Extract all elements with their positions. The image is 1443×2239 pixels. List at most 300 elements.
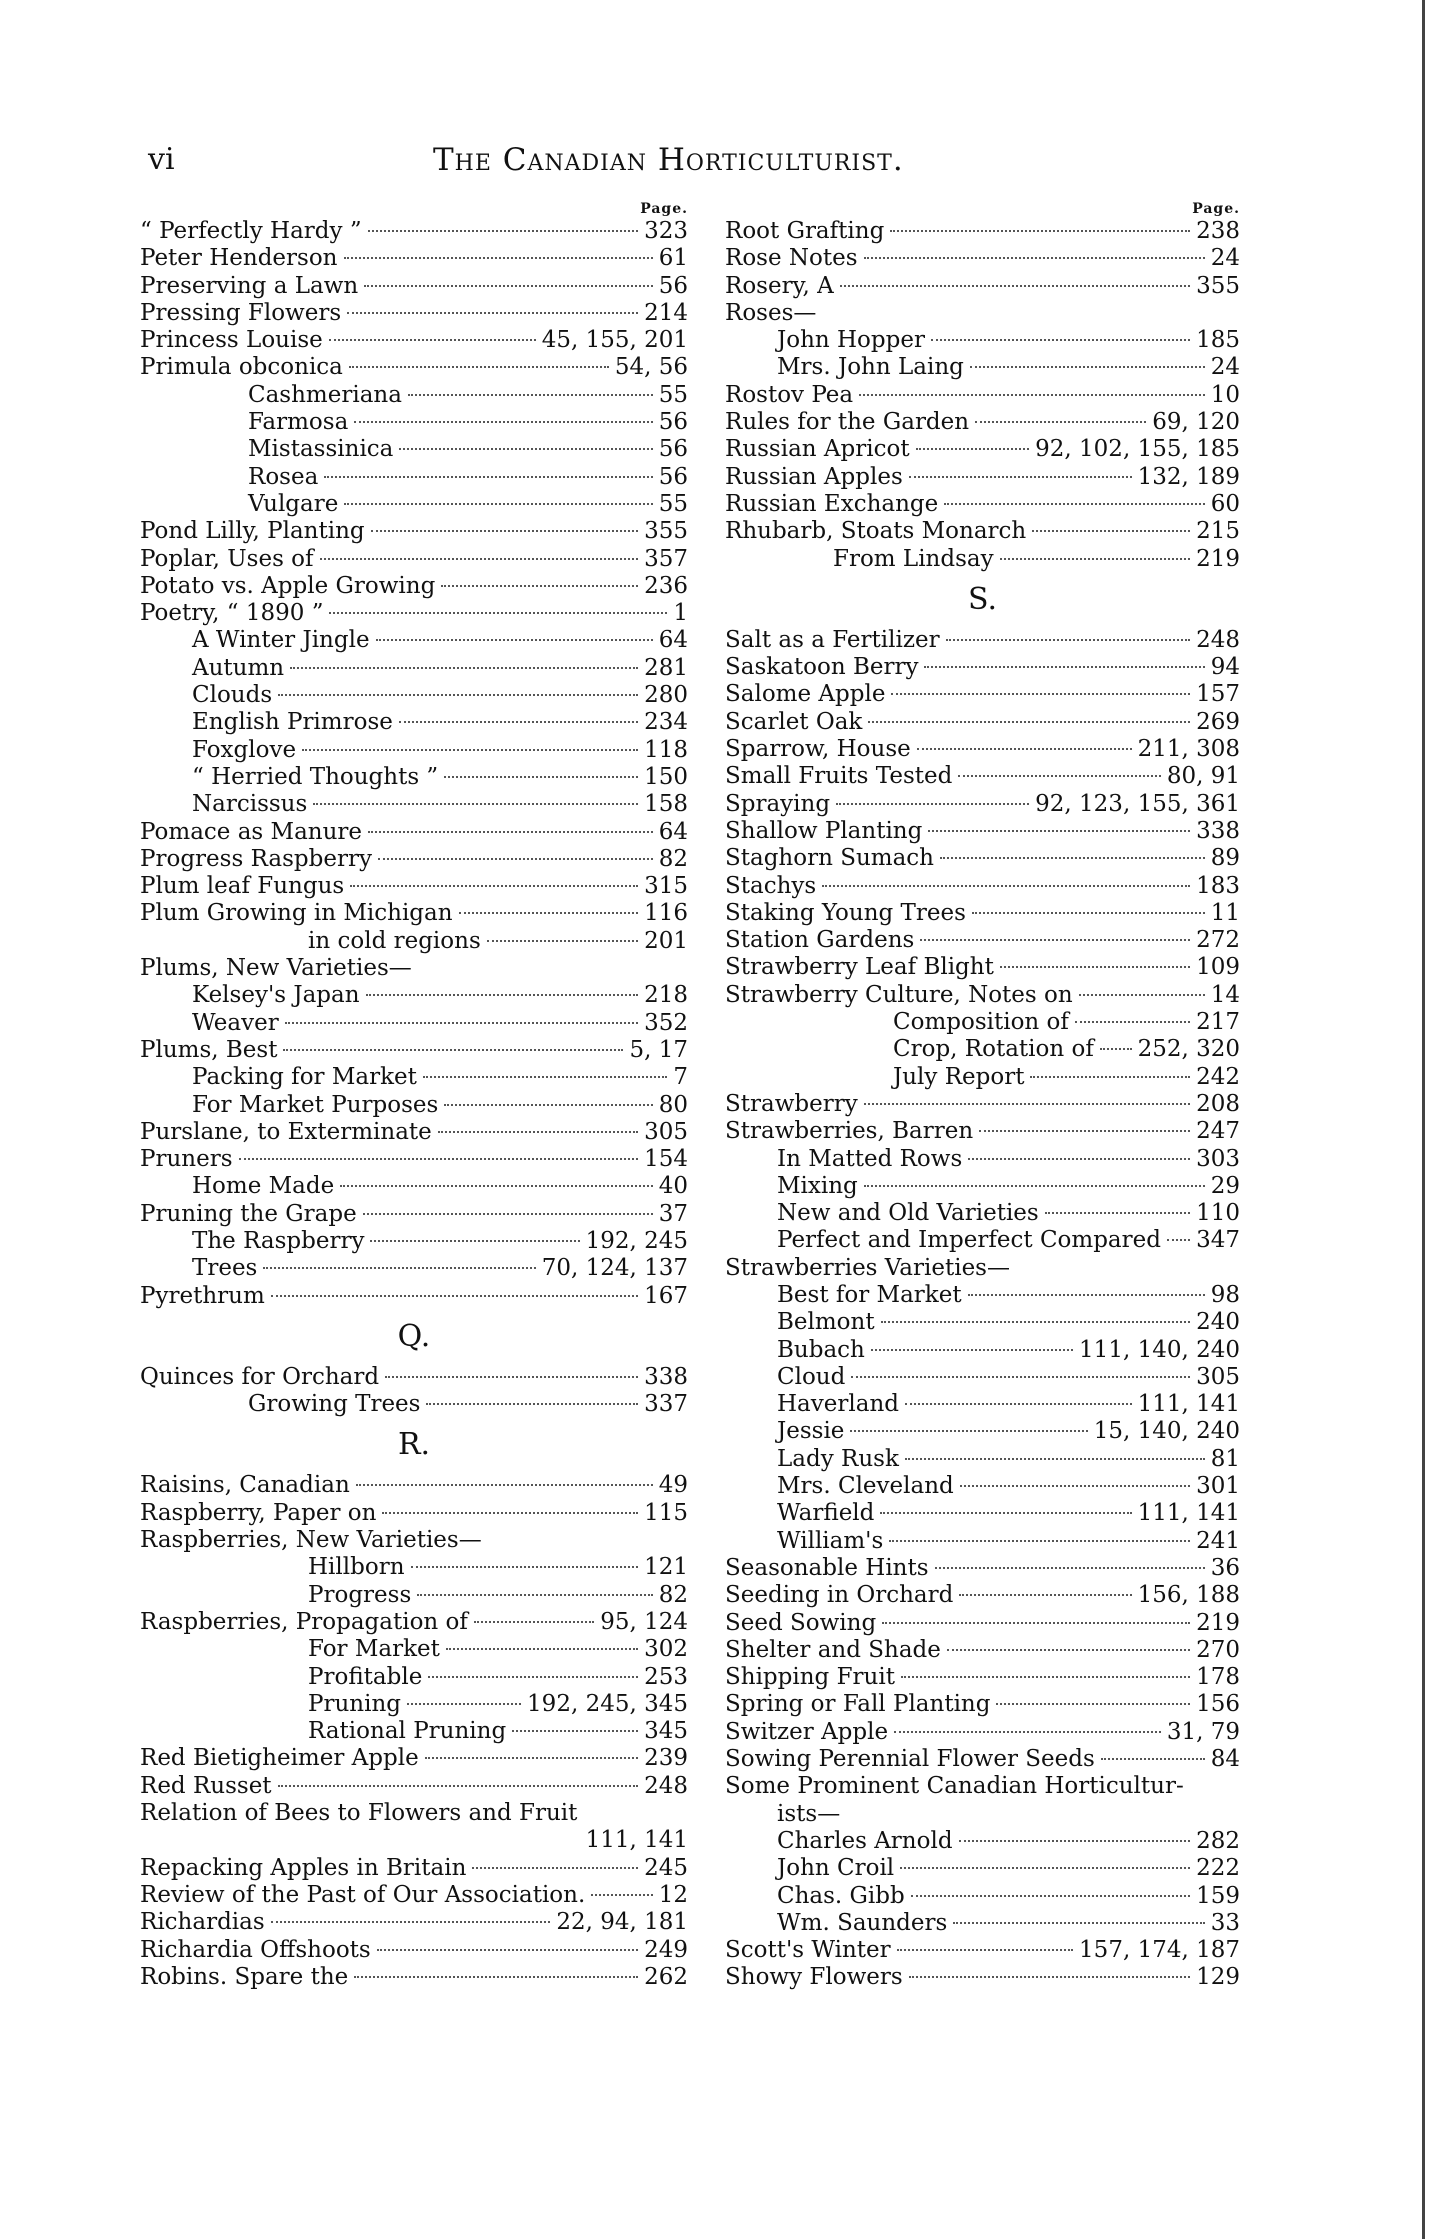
index-entry <box>725 900 1240 927</box>
entry-pages: 249 <box>644 1936 688 1963</box>
entry-pages: 262 <box>644 1963 688 1990</box>
entry-title: Station Gardens <box>725 927 915 954</box>
dot-leader <box>959 1840 1191 1842</box>
index-entry <box>725 1719 1240 1746</box>
entry-title: Pruning the Grape <box>140 1200 357 1227</box>
entry-pages: 98 <box>1210 1281 1240 1308</box>
entry-pages: 192, 245 <box>585 1227 688 1254</box>
index-entry <box>140 1827 688 1854</box>
index-entry <box>140 491 688 518</box>
index-entry <box>140 1201 688 1228</box>
entry-title: Bubach <box>777 1336 865 1363</box>
entry-title: Stachys <box>725 872 817 899</box>
entry-pages: 211, 308 <box>1137 736 1240 763</box>
entry-title: Robins. Spare the <box>140 1963 349 1990</box>
entry-pages: 214 <box>644 299 688 326</box>
dot-leader <box>960 1485 1190 1487</box>
index-entry <box>725 464 1240 491</box>
dot-leader <box>446 1648 638 1650</box>
index-entry <box>725 1309 1240 1336</box>
dot-leader <box>1101 1758 1205 1760</box>
dot-leader <box>1075 1021 1190 1023</box>
dot-leader <box>905 1403 1132 1405</box>
entry-pages: 192, 245, 345 <box>527 1690 688 1717</box>
dot-leader <box>263 1267 535 1269</box>
entry-pages: 33 <box>1210 1909 1240 1936</box>
index-entry <box>725 546 1240 573</box>
entry-title: Switzer Apple <box>725 1718 889 1745</box>
index-entry <box>725 1828 1240 1855</box>
index-entry <box>725 382 1240 409</box>
dot-leader <box>940 857 1205 859</box>
entry-title: Pruning <box>308 1690 401 1717</box>
entry-title: Rostov Pea <box>725 381 854 408</box>
index-entry <box>140 409 688 436</box>
index-entry <box>140 1146 688 1173</box>
entry-title: Primula obconica <box>140 354 343 381</box>
index-entry <box>140 1010 688 1037</box>
entry-title: Rational Pruning <box>308 1718 507 1745</box>
entry-pages: 269 <box>1196 708 1240 735</box>
entry-title: Strawberry <box>725 1090 858 1117</box>
dot-leader <box>370 1240 579 1242</box>
entry-pages: 82 <box>658 1581 688 1608</box>
index-entry <box>140 1582 688 1609</box>
entry-title: “ Herried Thoughts ” <box>192 763 439 790</box>
dot-leader <box>472 1867 638 1869</box>
entry-title: Quinces for Orchard <box>140 1363 380 1390</box>
entry-pages: 245 <box>644 1854 688 1881</box>
dot-leader <box>344 257 653 259</box>
entry-pages: 154 <box>644 1146 688 1173</box>
entry-pages: 1 <box>673 600 688 627</box>
index-entry <box>725 300 1240 327</box>
entry-pages: 89 <box>1210 845 1240 872</box>
entry-title: Root Grafting <box>725 218 885 244</box>
dot-leader <box>364 285 653 287</box>
entry-pages: 253 <box>644 1663 688 1690</box>
entry-title: Farmosa <box>248 409 349 436</box>
entry-title: English Primrose <box>192 709 393 736</box>
dot-leader <box>947 1649 1190 1651</box>
entry-heading: Roses— <box>725 299 817 326</box>
entry-pages: 118 <box>644 736 688 763</box>
index-entry <box>725 1610 1240 1637</box>
index-entry <box>140 982 688 1009</box>
entry-pages: 150 <box>644 763 688 790</box>
entry-pages: 219 <box>1196 1609 1240 1636</box>
entry-pages: 240 <box>1196 1309 1240 1336</box>
dot-leader <box>329 612 667 614</box>
entry-pages: 111, 141 <box>1137 1500 1240 1527</box>
page-column-label: Page. <box>640 201 688 217</box>
index-entry <box>140 1800 688 1827</box>
entry-pages: 156, 188 <box>1137 1582 1240 1609</box>
dot-leader <box>1100 1048 1132 1050</box>
dot-leader <box>399 721 638 723</box>
index-entry <box>140 1255 688 1282</box>
entry-title: Raisins, Canadian <box>140 1472 350 1499</box>
index-entry <box>725 409 1240 436</box>
dot-leader <box>356 1484 653 1486</box>
dot-leader <box>368 230 639 232</box>
entry-title: Weaver <box>192 1009 279 1036</box>
entry-pages: 248 <box>644 1772 688 1799</box>
entry-pages: 29 <box>1210 1172 1240 1199</box>
entry-title: New and Old Varieties <box>777 1200 1039 1227</box>
entry-title: Red Bietigheimer Apple <box>140 1745 419 1772</box>
dot-leader <box>340 1185 652 1187</box>
dot-leader <box>944 503 1204 505</box>
index-entry <box>725 1746 1240 1773</box>
entry-pages: 111, 141 <box>1137 1391 1240 1418</box>
dot-leader <box>894 1731 1161 1733</box>
entry-pages: 201 <box>644 927 688 954</box>
dot-leader <box>313 803 638 805</box>
index-entry <box>140 1636 688 1663</box>
entry-pages: 60 <box>1210 490 1240 517</box>
entry-pages: 357 <box>644 545 688 572</box>
entry-pages: 94 <box>1210 654 1240 681</box>
index-entry <box>140 1909 688 1936</box>
index-entry <box>140 1228 688 1255</box>
entry-pages: 55 <box>658 381 688 408</box>
index-entry <box>140 1173 688 1200</box>
entry-title: Progress <box>308 1581 412 1608</box>
dot-leader <box>239 1158 639 1160</box>
dot-leader <box>376 639 653 641</box>
entry-pages: 54, 56 <box>614 354 688 381</box>
index-entry <box>140 1283 688 1310</box>
entry-title: Raspberry, Paper on <box>140 1499 377 1526</box>
index-entry <box>140 1064 688 1091</box>
dot-leader <box>512 1730 638 1732</box>
index-entry <box>725 1855 1240 1882</box>
entry-pages: 92, 123, 155, 361 <box>1035 790 1240 817</box>
index-entry <box>725 654 1240 681</box>
index-entry <box>725 845 1240 872</box>
index-entry <box>140 737 688 764</box>
index-entry <box>140 1037 688 1064</box>
index-entry <box>140 1773 688 1800</box>
index-entry <box>725 1446 1240 1473</box>
index-entry <box>140 327 688 354</box>
index-entry <box>140 928 688 955</box>
entry-pages: 109 <box>1196 954 1240 981</box>
dot-leader <box>363 1213 653 1215</box>
index-entry <box>140 464 688 491</box>
index-entry <box>725 354 1240 381</box>
index-entry <box>140 600 688 627</box>
entry-title: Saskatoon Berry <box>725 654 919 681</box>
entry-pages: 215 <box>1196 518 1240 545</box>
entry-title: Small Fruits Tested <box>725 763 953 790</box>
page-column-label: Page. <box>1192 201 1240 217</box>
index-entry <box>140 1718 688 1745</box>
index-entry <box>725 736 1240 763</box>
entry-pages: 242 <box>1196 1063 1240 1090</box>
entry-pages: 305 <box>644 1118 688 1145</box>
entry-pages: 36 <box>1210 1554 1240 1581</box>
dot-leader <box>1032 530 1190 532</box>
entry-pages: 185 <box>1196 327 1240 354</box>
entry-title: Russian Apples <box>725 463 903 490</box>
index-entry <box>725 436 1240 463</box>
index-entry <box>725 1691 1240 1718</box>
entry-pages: 280 <box>644 682 688 709</box>
index-entry <box>725 1528 1240 1555</box>
dot-leader <box>407 1703 521 1705</box>
entry-title: Jessie <box>777 1418 845 1445</box>
entry-title: July Report <box>893 1063 1025 1090</box>
index-entry <box>725 1064 1240 1091</box>
entry-pages: 157, 174, 187 <box>1079 1937 1240 1964</box>
entry-title: Rosery, A <box>725 272 834 299</box>
entry-title: Home Made <box>192 1173 335 1200</box>
entry-title: Sowing Perennial Flower Seeds <box>725 1746 1095 1773</box>
entry-title: Warfield <box>777 1500 875 1527</box>
entry-title: Pomace as Manure <box>140 818 363 845</box>
entry-pages: 270 <box>1196 1636 1240 1663</box>
index-column-left <box>140 200 688 1991</box>
entry-pages: 132, 189 <box>1137 463 1240 490</box>
index-entry <box>725 927 1240 954</box>
index-entry <box>725 1801 1240 1828</box>
entry-pages: 305 <box>1196 1363 1240 1390</box>
index-entry <box>725 1937 1240 1964</box>
entry-pages: 80, 91 <box>1166 763 1240 790</box>
dot-leader <box>864 1103 1190 1105</box>
dot-leader <box>278 1785 639 1787</box>
dot-leader <box>324 476 652 478</box>
dot-leader <box>864 257 1205 259</box>
index-entry <box>725 763 1240 790</box>
entry-pages: 352 <box>644 1009 688 1036</box>
entry-title: Vulgare <box>248 490 339 517</box>
entry-title: Mrs. John Laing <box>777 354 964 381</box>
index-entry <box>140 245 688 272</box>
entry-title: Kelsey's Japan <box>192 982 360 1009</box>
index-entry <box>725 245 1240 272</box>
index-entry <box>725 681 1240 708</box>
index-entry <box>725 1009 1240 1036</box>
entry-pages: 219 <box>1196 545 1240 572</box>
dot-leader <box>871 1349 1073 1351</box>
entry-pages: 10 <box>1210 381 1240 408</box>
dot-leader <box>1079 994 1205 996</box>
entry-title: William's <box>777 1527 884 1554</box>
dot-leader <box>920 939 1190 941</box>
index-entry <box>140 709 688 736</box>
entry-title: Russian Exchange <box>725 490 939 517</box>
entry-pages: 302 <box>644 1636 688 1663</box>
entry-title: Plum Growing in Michigan <box>140 900 453 927</box>
entry-title: Best for Market <box>777 1281 962 1308</box>
entry-title: Chas. Gibb <box>777 1882 905 1909</box>
entry-title: Shelter and Shade <box>725 1636 941 1663</box>
dot-leader <box>423 1076 667 1078</box>
entry-pages: 241 <box>1196 1527 1240 1554</box>
dot-leader <box>302 749 638 751</box>
entry-title: Charles Arnold <box>777 1827 953 1854</box>
dot-leader <box>444 1104 652 1106</box>
dot-leader <box>591 1894 652 1896</box>
dot-leader <box>928 830 1190 832</box>
entry-heading: Some Prominent Canadian Horticultur- <box>725 1773 1184 1800</box>
dot-leader <box>271 1921 551 1923</box>
dot-leader <box>425 1757 638 1759</box>
index-entry <box>725 1255 1240 1282</box>
dot-leader <box>972 912 1205 914</box>
dot-leader <box>285 1022 638 1024</box>
index-entry <box>140 1092 688 1119</box>
entry-pages: 15, 140, 240 <box>1093 1418 1240 1445</box>
dot-leader <box>1000 558 1190 560</box>
entry-heading: Strawberries Varieties— <box>725 1254 1010 1281</box>
dot-leader <box>283 1049 623 1051</box>
index-entry <box>725 1773 1240 1800</box>
page-folio: vi <box>148 142 175 177</box>
entry-title: Seed Sowing <box>725 1609 877 1636</box>
running-title: The Canadian Horticulturist. <box>433 142 904 178</box>
entry-pages: 70, 124, 137 <box>541 1255 688 1282</box>
dot-leader <box>851 1376 1190 1378</box>
entry-pages: 157 <box>1196 681 1240 708</box>
entry-title: Poplar, Uses of <box>140 545 314 572</box>
index-entry <box>140 218 688 245</box>
entry-title: Seasonable Hints <box>725 1554 929 1581</box>
entry-title: Packing for Market <box>192 1064 417 1091</box>
entry-pages: 156 <box>1196 1691 1240 1718</box>
entry-pages: 111, 141 <box>585 1827 688 1854</box>
dot-leader <box>426 1403 638 1405</box>
index-entry <box>140 955 688 982</box>
index-entry <box>725 1337 1240 1364</box>
entry-pages: 272 <box>1196 927 1240 954</box>
index-entry <box>140 273 688 300</box>
entry-pages: 248 <box>1196 626 1240 653</box>
index-entry <box>140 436 688 463</box>
entry-title: Clouds <box>192 682 273 709</box>
entry-pages: 7 <box>673 1064 688 1091</box>
index-column-right <box>725 200 1240 1992</box>
index-entry <box>140 655 688 682</box>
dot-leader <box>408 394 653 396</box>
index-entry <box>725 273 1240 300</box>
index-entry <box>140 1691 688 1718</box>
index-entry <box>140 1554 688 1581</box>
entry-pages: 92, 102, 155, 185 <box>1035 436 1240 463</box>
entry-title: John Croil <box>777 1855 895 1882</box>
index-entry <box>725 1582 1240 1609</box>
entry-title: Russian Apricot <box>725 436 910 463</box>
entry-pages: 11 <box>1210 899 1240 926</box>
entry-pages: 61 <box>658 245 688 272</box>
entry-title: Scarlet Oak <box>725 708 863 735</box>
dot-leader <box>354 1976 638 1978</box>
index-entry <box>140 627 688 654</box>
entry-pages: 82 <box>658 845 688 872</box>
dot-leader <box>975 421 1146 423</box>
entry-pages: 239 <box>644 1745 688 1772</box>
entry-pages: 24 <box>1210 354 1240 381</box>
entry-title: A Winter Jingle <box>192 627 370 654</box>
entry-title: Richardia Offshoots <box>140 1936 371 1963</box>
dot-leader <box>916 448 1030 450</box>
dot-leader <box>868 721 1190 723</box>
entry-title: Potato vs. Apple Growing <box>140 572 436 599</box>
index-entry <box>725 491 1240 518</box>
dot-leader <box>428 1676 638 1678</box>
index-entry <box>725 791 1240 818</box>
dot-leader <box>399 448 652 450</box>
dot-leader <box>881 1321 1191 1323</box>
page-edge-line <box>1422 0 1425 2239</box>
dot-leader <box>377 1949 638 1951</box>
entry-pages: 81 <box>1210 1445 1240 1472</box>
entry-pages: 178 <box>1196 1664 1240 1691</box>
entry-title: Foxglove <box>192 736 297 763</box>
dot-leader <box>378 858 653 860</box>
entry-title: Lady Rusk <box>777 1445 899 1472</box>
entry-title: Seeding in Orchard <box>725 1582 954 1609</box>
entry-pages: 49 <box>658 1472 688 1499</box>
index-entry <box>725 709 1240 736</box>
entry-pages: 56 <box>658 463 688 490</box>
dot-leader <box>444 776 638 778</box>
dot-leader <box>897 1949 1073 1951</box>
entry-pages: 56 <box>658 272 688 299</box>
index-entry <box>725 1964 1240 1991</box>
entry-title: Staking Young Trees <box>725 899 966 926</box>
dot-leader <box>1045 1212 1190 1214</box>
entry-title: Plum leaf Fungus <box>140 873 345 900</box>
entry-title: Trees <box>192 1255 258 1282</box>
dot-leader <box>366 994 639 996</box>
dot-leader <box>836 803 1029 805</box>
dot-leader <box>880 1512 1131 1514</box>
entry-title: Salome Apple <box>725 681 886 708</box>
dot-leader <box>850 1430 1087 1432</box>
index-entry <box>725 1091 1240 1118</box>
index-entry <box>725 1036 1240 1063</box>
entry-title: In Matted Rows <box>777 1145 963 1172</box>
dot-leader <box>958 775 1161 777</box>
index-entry <box>140 354 688 381</box>
dot-leader <box>900 1867 1190 1869</box>
dot-leader <box>1167 1239 1190 1241</box>
dot-leader <box>996 1703 1190 1705</box>
entry-heading: Plums, New Varieties— <box>140 955 412 982</box>
entry-pages: 55 <box>658 490 688 517</box>
index-entry <box>725 1364 1240 1391</box>
dot-leader <box>891 693 1190 695</box>
entry-title: Crop, Rotation of <box>893 1036 1094 1063</box>
dot-leader <box>935 1567 1205 1569</box>
entry-pages: 121 <box>644 1554 688 1581</box>
entry-pages: 323 <box>644 218 688 244</box>
dot-leader <box>459 912 639 914</box>
dot-leader <box>968 1158 1190 1160</box>
entry-title: Princess Louise <box>140 327 323 354</box>
entry-pages: 56 <box>658 409 688 436</box>
entry-title: Shipping Fruit <box>725 1664 895 1691</box>
entry-title: Composition of <box>893 1009 1069 1036</box>
entry-pages: 345 <box>644 1718 688 1745</box>
entry-pages: 337 <box>644 1391 688 1418</box>
entry-pages: 183 <box>1196 872 1240 899</box>
dot-leader <box>1000 966 1190 968</box>
